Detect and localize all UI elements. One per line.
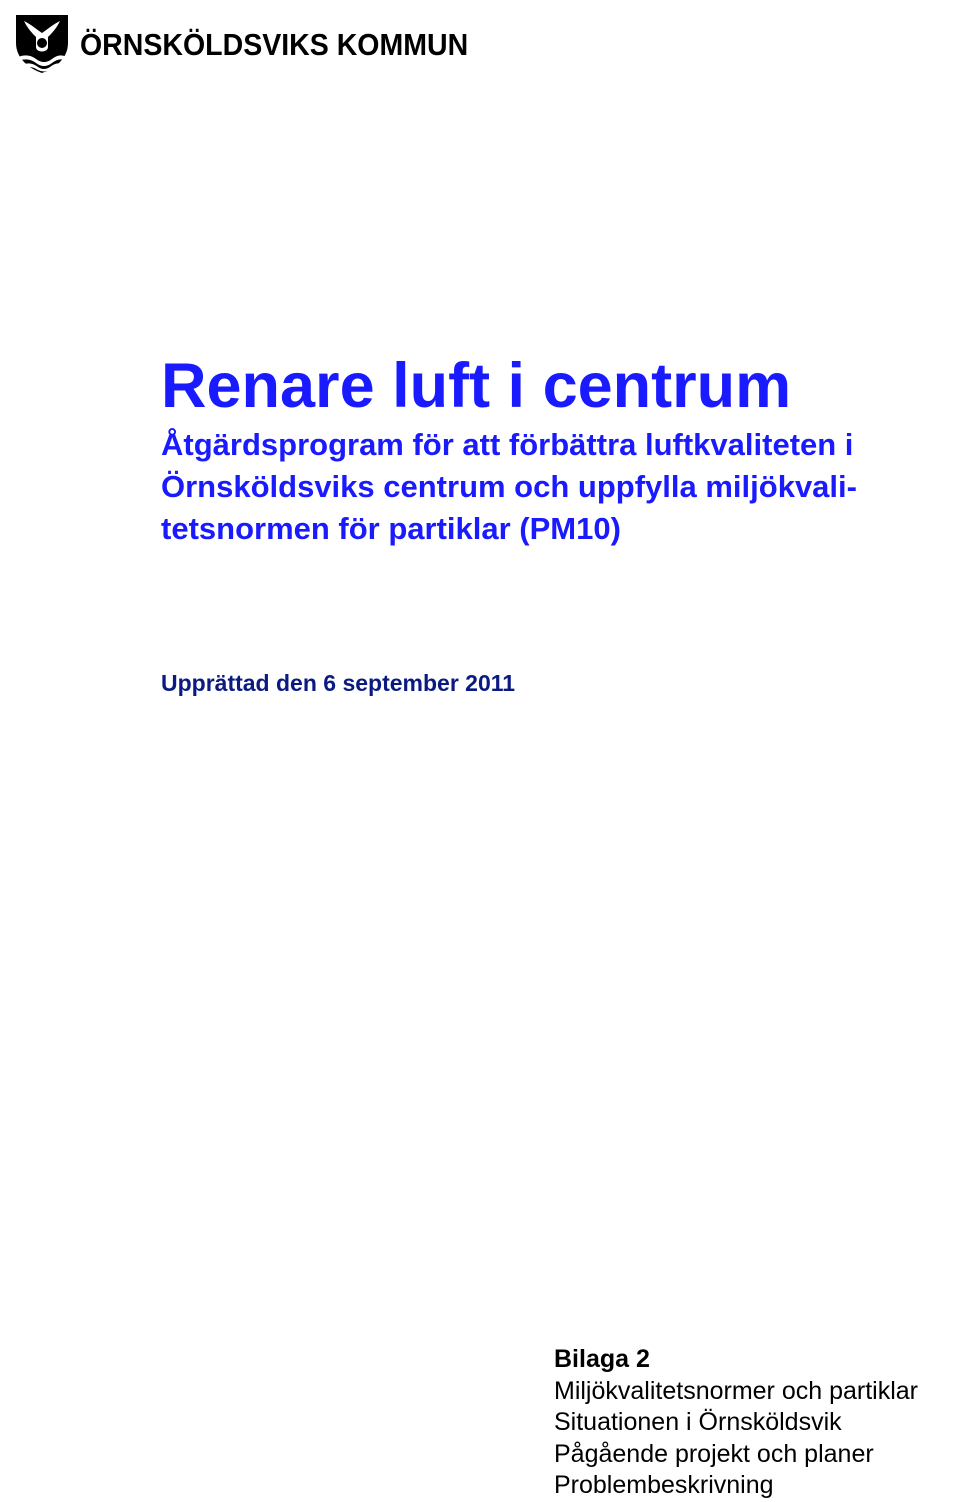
appendix-label: Bilaga 2 — [554, 1345, 650, 1373]
document-date: Upprättad den 6 september 2011 — [161, 670, 516, 696]
appendix-item: Miljökvalitetsnormer och partiklar — [554, 1376, 919, 1405]
coat-of-arms-icon — [14, 13, 70, 75]
appendix-item: Situationen i Örnsköldsvik — [554, 1408, 842, 1436]
organization-name: ÖRNSKÖLDSVIKS KOMMUN — [80, 26, 469, 62]
appendix-item: Problembeskrivning — [554, 1471, 774, 1499]
document-title: Renare luft i centrum — [161, 351, 792, 421]
subtitle-line: tetsnormen för partiklar (PM10) — [161, 511, 621, 546]
appendix-block — [554, 1344, 960, 1502]
appendix-item: Pågående projekt och planer — [554, 1439, 874, 1468]
municipality-logo — [14, 12, 469, 76]
subtitle-line: Åtgärdsprogram för att förbättra luftkvaliteten i — [161, 427, 854, 462]
subtitle-line: Örnsköldsviks centrum och uppfylla miljökvali- — [161, 469, 857, 504]
document-subtitle — [161, 424, 941, 550]
